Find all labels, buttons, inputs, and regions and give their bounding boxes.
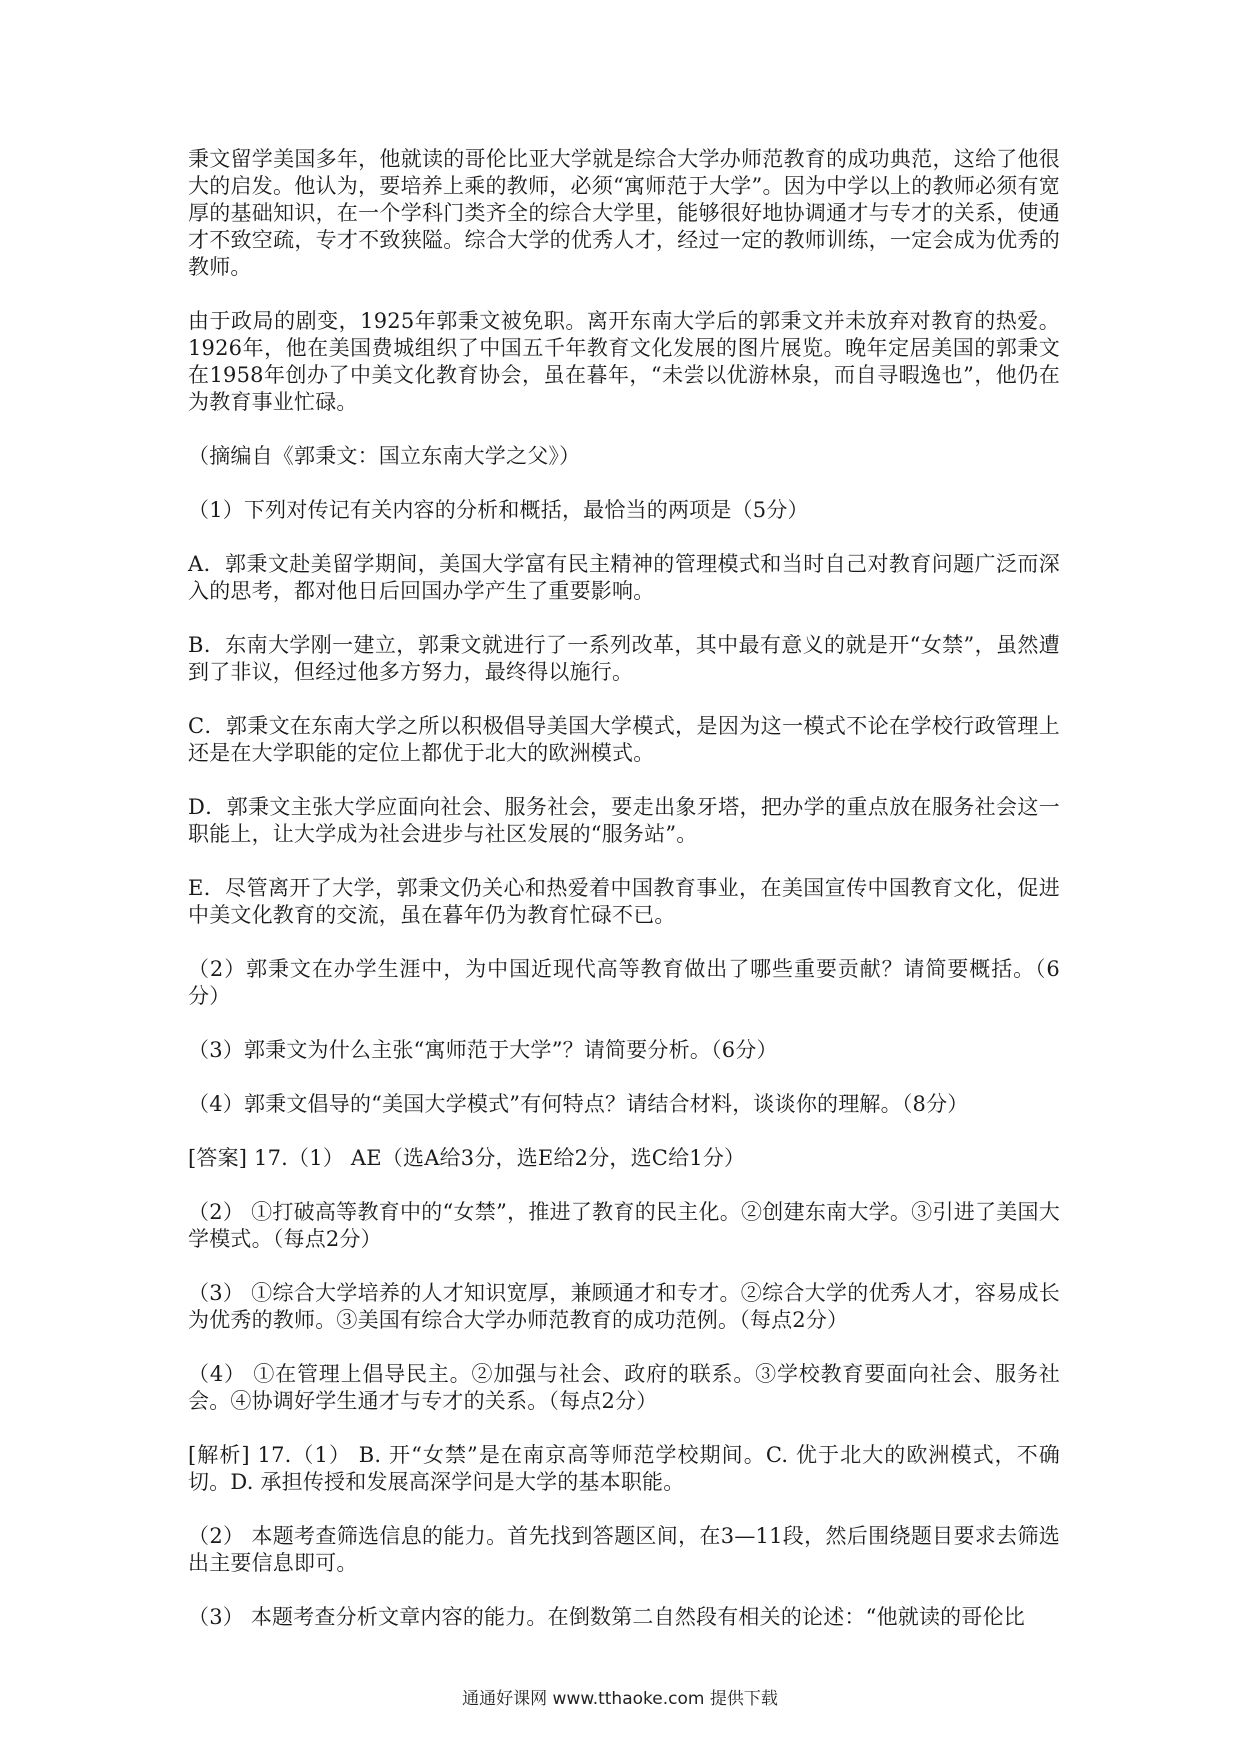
analysis-3: （3） 本题考查分析文章内容的能力。在倒数第二自然段有相关的论述：“他就读的哥伦比 [188,1605,1025,1629]
option-e: E．尽管离开了大学，郭秉文仍关心和热爱着中国教育事业，在美国宣传中国教育文化，促进中美文化教育的交流，虽在暮年仍为教育忙碌不已。 [188,876,1060,927]
paragraph-intro: 秉文留学美国多年，他就读的哥伦比亚大学就是综合大学办师范教育的成功典范，这给了他很大的启发。他认为，要培养上乘的教师，必须“寓师范于大学”。因为中学以上的教师必须有宽厚的基础知识，在一个学科门类齐全的综合大学里，能够很好地协调通才与专才的关系，使通才不致空疏，专才不致狭隘。综合大学的优秀人才，经过一定的教师训练，一定会成为优秀的教师。 [188,147,1060,279]
analysis-1: [解析] 17.（1） B. 开“女禁”是在南京高等师范学校期间。C. 优于北大的欧洲模式，不确切。D. 承担传授和发展高深学问是大学的基本职能。 [188,1443,1060,1494]
question-3: （3）郭秉文为什么主张“寓师范于大学”？请简要分析。（6分） [188,1038,778,1062]
answer-4: （4） ①在管理上倡导民主。②加强与社会、政府的联系。③学校教育要面向社会、服务社会。④协调好学生通才与专才的关系。（每点2分） [188,1362,1060,1413]
answer-2: （2） ①打破高等教育中的“女禁”，推进了教育的民主化。②创建东南大学。③引进了美国大学模式。（每点2分） [188,1200,1060,1251]
option-c: C．郭秉文在东南大学之所以积极倡导美国大学模式，是因为这一模式不论在学校行政管理上还是在大学职能的定位上都优于北大的欧洲模式。 [188,714,1060,765]
answer-1: [答案] 17.（1） AE（选A给3分，选E给2分，选C给1分） [188,1146,746,1170]
paragraph-later-life: 由于政局的剧变，1925年郭秉文被免职。离开东南大学后的郭秉文并未放弃对教育的热爱。1926年，他在美国费城组织了中国五千年教育文化发展的图片展览。晚年定居美国的郭秉文在1958年创办了中美文化教育协会，虽在暮年，“未尝以优游林泉，而自寻暇逸也”，他仍在为教育事业忙碌。 [188,309,1060,414]
document-body [188,146,1060,1658]
option-b: B．东南大学刚一建立，郭秉文就进行了一系列改革，其中最有意义的就是开“女禁”，虽然遭到了非议，但经过他多方努力，最终得以施行。 [188,633,1060,684]
page-footer: 通通好课网 www.tthaoke.com 提供下载 [462,1689,778,1709]
question-4: （4）郭秉文倡导的“美国大学模式”有何特点？请结合材料，谈谈你的理解。（8分） [188,1092,969,1116]
analysis-2: （2） 本题考查筛选信息的能力。首先找到答题区间，在3—11段，然后围绕题目要求去筛选出主要信息即可。 [188,1524,1060,1575]
question-1: （1）下列对传记有关内容的分析和概括，最恰当的两项是（5分） [188,498,809,522]
option-a: A．郭秉文赴美留学期间，美国大学富有民主精神的管理模式和当时自己对教育问题广泛而深入的思考，都对他日后回国办学产生了重要影响。 [188,552,1060,603]
question-2: （2）郭秉文在办学生涯中，为中国近现代高等教育做出了哪些重要贡献？请简要概括。（6分） [188,957,1060,1008]
option-d: D．郭秉文主张大学应面向社会、服务社会，要走出象牙塔，把办学的重点放在服务社会这一职能上，让大学成为社会进步与社区发展的“服务站”。 [188,795,1060,846]
source-note: （摘编自《郭秉文：国立东南大学之父》） [188,444,581,468]
answer-3: （3） ①综合大学培养的人才知识宽厚，兼顾通才和专才。②综合大学的优秀人才，容易成长为优秀的教师。③美国有综合大学办师范教育的成功范例。（每点2分） [188,1281,1060,1332]
